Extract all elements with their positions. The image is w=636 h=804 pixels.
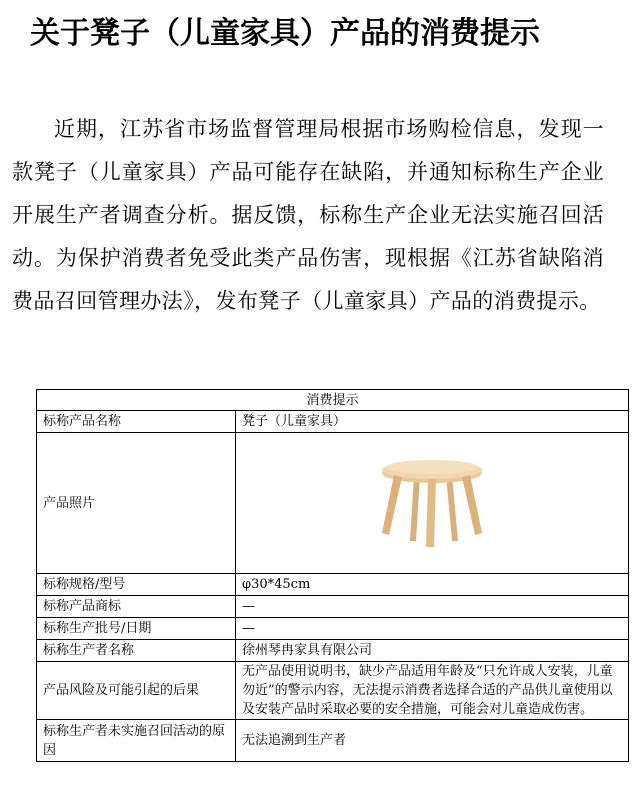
row-label: 标称规格/型号 xyxy=(37,574,236,596)
table-row xyxy=(37,618,629,640)
row-value: — xyxy=(236,596,629,618)
product-photo-cell xyxy=(236,433,629,574)
row-value: φ30*45cm xyxy=(236,574,629,596)
table-row xyxy=(37,662,629,720)
table-row xyxy=(37,574,629,596)
row-value: — xyxy=(236,618,629,640)
table-row xyxy=(37,640,629,662)
row-value: 无法追溯到生产者 xyxy=(236,720,629,762)
row-value: 徐州琴冉家具有限公司 xyxy=(236,640,629,662)
row-label: 标称生产批号/日期 xyxy=(37,618,236,640)
row-value: 无产品使用说明书，缺少产品适用年龄及“只允许成人安装，儿童勿近”的警示内容，无法提示消费者选择合适的产品供儿童使用以及安装产品时采取必要的安全措施，可能会对儿童造成伤害。 xyxy=(236,662,629,720)
intro-paragraph: 近期，江苏省市场监督管理局根据市场购检信息，发现一款凳子（儿童家具）产品可能存在缺陷，并通知标称生产企业开展生产者调查分析。据反馈，标称生产企业无法实施召回活动。为保护消费者免受此类产品伤害，现根据《江苏省缺陷消费品召回管理办法》，发布凳子（儿童家具）产品的消费提示。 xyxy=(12,117,604,313)
table-row xyxy=(37,720,629,762)
table-caption: 消费提示 xyxy=(37,390,629,411)
row-label: 标称产品商标 xyxy=(37,596,236,618)
wooden-stool-image xyxy=(372,453,492,553)
row-label: 产品风险及可能引起的后果 xyxy=(37,662,236,720)
row-label: 标称产品名称 xyxy=(37,411,236,433)
table-row xyxy=(37,596,629,618)
notice-table xyxy=(36,389,629,762)
table-caption-row xyxy=(37,390,629,411)
row-label: 标称生产者未实施召回活动的原因 xyxy=(37,720,236,762)
page-title: 关于凳子（儿童家具）产品的消费提示 xyxy=(30,16,540,51)
row-label: 标称生产者名称 xyxy=(37,640,236,662)
row-value: 凳子（儿童家具） xyxy=(236,411,629,433)
table-row xyxy=(37,411,629,433)
row-label: 产品照片 xyxy=(37,433,236,574)
table-row-photo xyxy=(37,433,629,574)
